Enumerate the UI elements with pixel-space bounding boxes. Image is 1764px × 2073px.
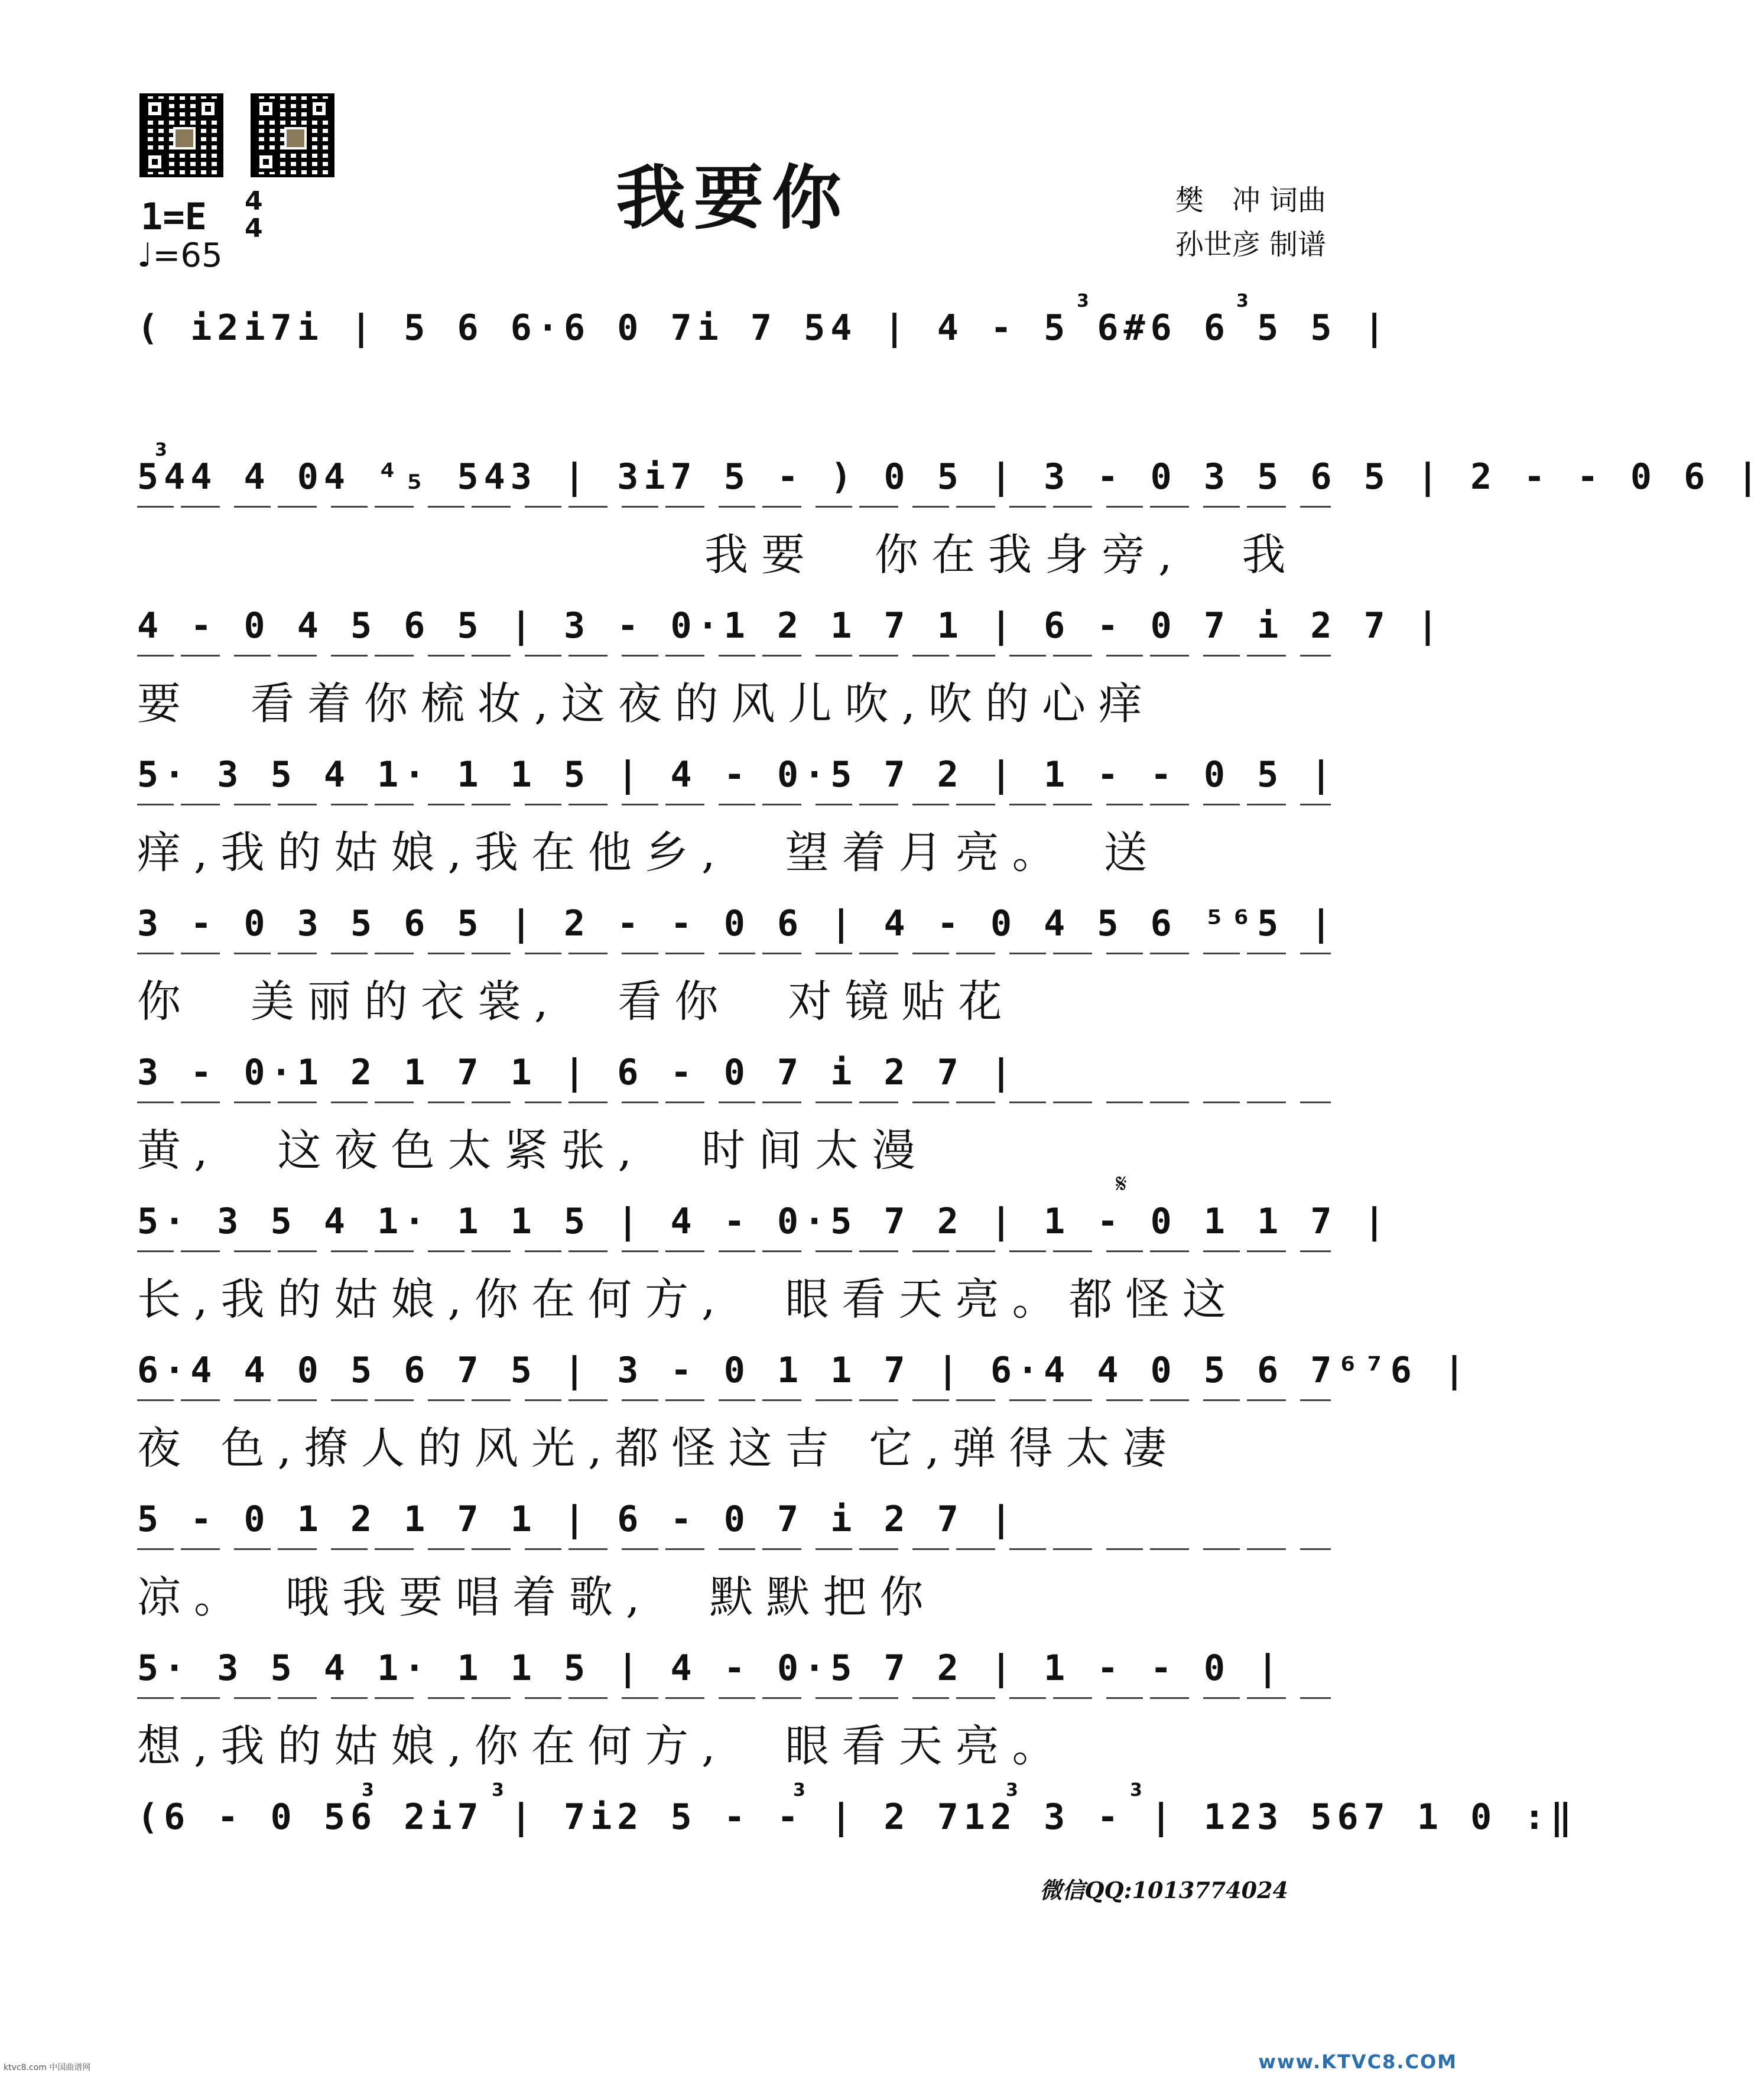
score-system-4 [137, 742, 1337, 891]
notation-line: 5· 3 5 4 1· 1 1 5 | 4 - 0·5 7 2 | 1 - - 0 | [137, 1648, 1331, 1689]
notation-line: 3 - 0·1 2 1 7 1 | 6 - 0 7 i 2 7 | [137, 1052, 1331, 1093]
triplet-mark: 3 [1236, 291, 1249, 311]
notation-line: (6 - 0 56 2i7 | 7i2 5 - - | 2 712 3 - | 123 567 1 0 :‖ [137, 1796, 1577, 1838]
score [137, 291, 1764, 1934]
tempo-marking: ♩=65 [137, 236, 223, 275]
wechat-qq-contact: 微信QQ:1013774024 [1039, 1877, 1288, 1903]
triplet-mark: 3 [362, 1780, 374, 1801]
notation-line: ( i2i7i | 5 6 6·6 0 7i 7 54 | 4 - 5 6#6 6 5 5 | [137, 307, 1391, 349]
notation-line: 5· 3 5 4 1· 1 1 5 | 4 - 0·5 7 2 | 1 - - 0 5 | [137, 754, 1337, 795]
triplet-mark: 3 [1077, 291, 1089, 311]
score-system-6 [137, 1040, 1331, 1189]
time-signature-top: 4 [245, 186, 263, 216]
lyric-line: 黄, 这夜色太紧张, 时间太漫 [137, 1125, 929, 1176]
lyric-line: 痒,我的姑娘,我在他乡, 望着月亮。 送 [137, 827, 1161, 878]
notation-line: 6·4 4 0 5 6 7 5 | 3 - 0 1 1 7 | 6·4 4 0 5 6 7⁶⁷6 | [137, 1350, 1471, 1391]
score-system-10 [137, 1636, 1331, 1785]
arranger-credit: 孙世彦 制谱 [1175, 228, 1326, 261]
time-signature-bottom: 4 [245, 213, 263, 243]
score-system-5 [137, 891, 1337, 1040]
score-system-11 [137, 1780, 1577, 1934]
score-system-2 [137, 440, 1764, 593]
lyricist-credit: 樊 冲 词曲 [1175, 184, 1326, 217]
key-signature: 1=E [141, 195, 207, 238]
score-system-7 [137, 1169, 1391, 1338]
notation-line: 544 4 04 ⁴₅ 543 | 3i7 5 - ) 0 5 | 3 - 0 3 5 6 5 | 2 - - 0 6 | [137, 456, 1764, 498]
lyric-line: 你 美丽的衣裳, 看你 对镜贴花 [137, 976, 1015, 1027]
lyric-line: 夜 色,撩人的风光,都怪这吉 它,弹得太凄 [137, 1423, 1180, 1474]
time-signature [245, 188, 263, 242]
triplet-mark: 3 [1006, 1780, 1018, 1801]
lyric-line: 长,我的姑娘,你在何方, 眼看天亮。都怪这 [137, 1274, 1239, 1325]
triplet-mark: 3 [492, 1780, 504, 1801]
song-title: 我要你 [615, 157, 850, 239]
notation-line: 5 - 0 1 2 1 7 1 | 6 - 0 7 i 2 7 | [137, 1499, 1331, 1540]
lyric-line: 要 看着你梳妆,这夜的风儿吹,吹的心痒 [137, 678, 1156, 729]
notation-line: 5· 3 5 4 1· 1 1 5 | 4 - 0·5 7 2 | 1 - 0 1 1 7 | [137, 1201, 1391, 1242]
lyric-line: 我要 你在我身旁, 我 [137, 529, 1299, 580]
triplet-mark: 3 [793, 1780, 805, 1801]
segno-sign: 𝄋 [1116, 1169, 1127, 1199]
lyric-line: 凉。 哦我要唱着歌, 默默把你 [137, 1572, 937, 1623]
footer-watermark: www.KTVC8.COM [1258, 2051, 1457, 2073]
triplet-mark: 3 [155, 440, 167, 460]
triplet-mark: 3 [1130, 1780, 1142, 1801]
score-system-3 [137, 593, 1444, 742]
notation-line: 3 - 0 3 5 6 5 | 2 - - 0 6 | 4 - 0 4 5 6 ⁵⁶5 | [137, 903, 1337, 944]
score-system-1 [137, 291, 1391, 444]
footer-source: ktvc8.com 中国曲谱网 [4, 2063, 91, 2072]
score-system-8 [137, 1338, 1471, 1487]
score-system-9 [137, 1487, 1331, 1636]
lyric-line: 想,我的姑娘,你在何方, 眼看天亮。 [137, 1721, 1069, 1772]
notation-line: 4 - 0 4 5 6 5 | 3 - 0·1 2 1 7 1 | 6 - 0 7 i 2 7 | [137, 605, 1444, 646]
